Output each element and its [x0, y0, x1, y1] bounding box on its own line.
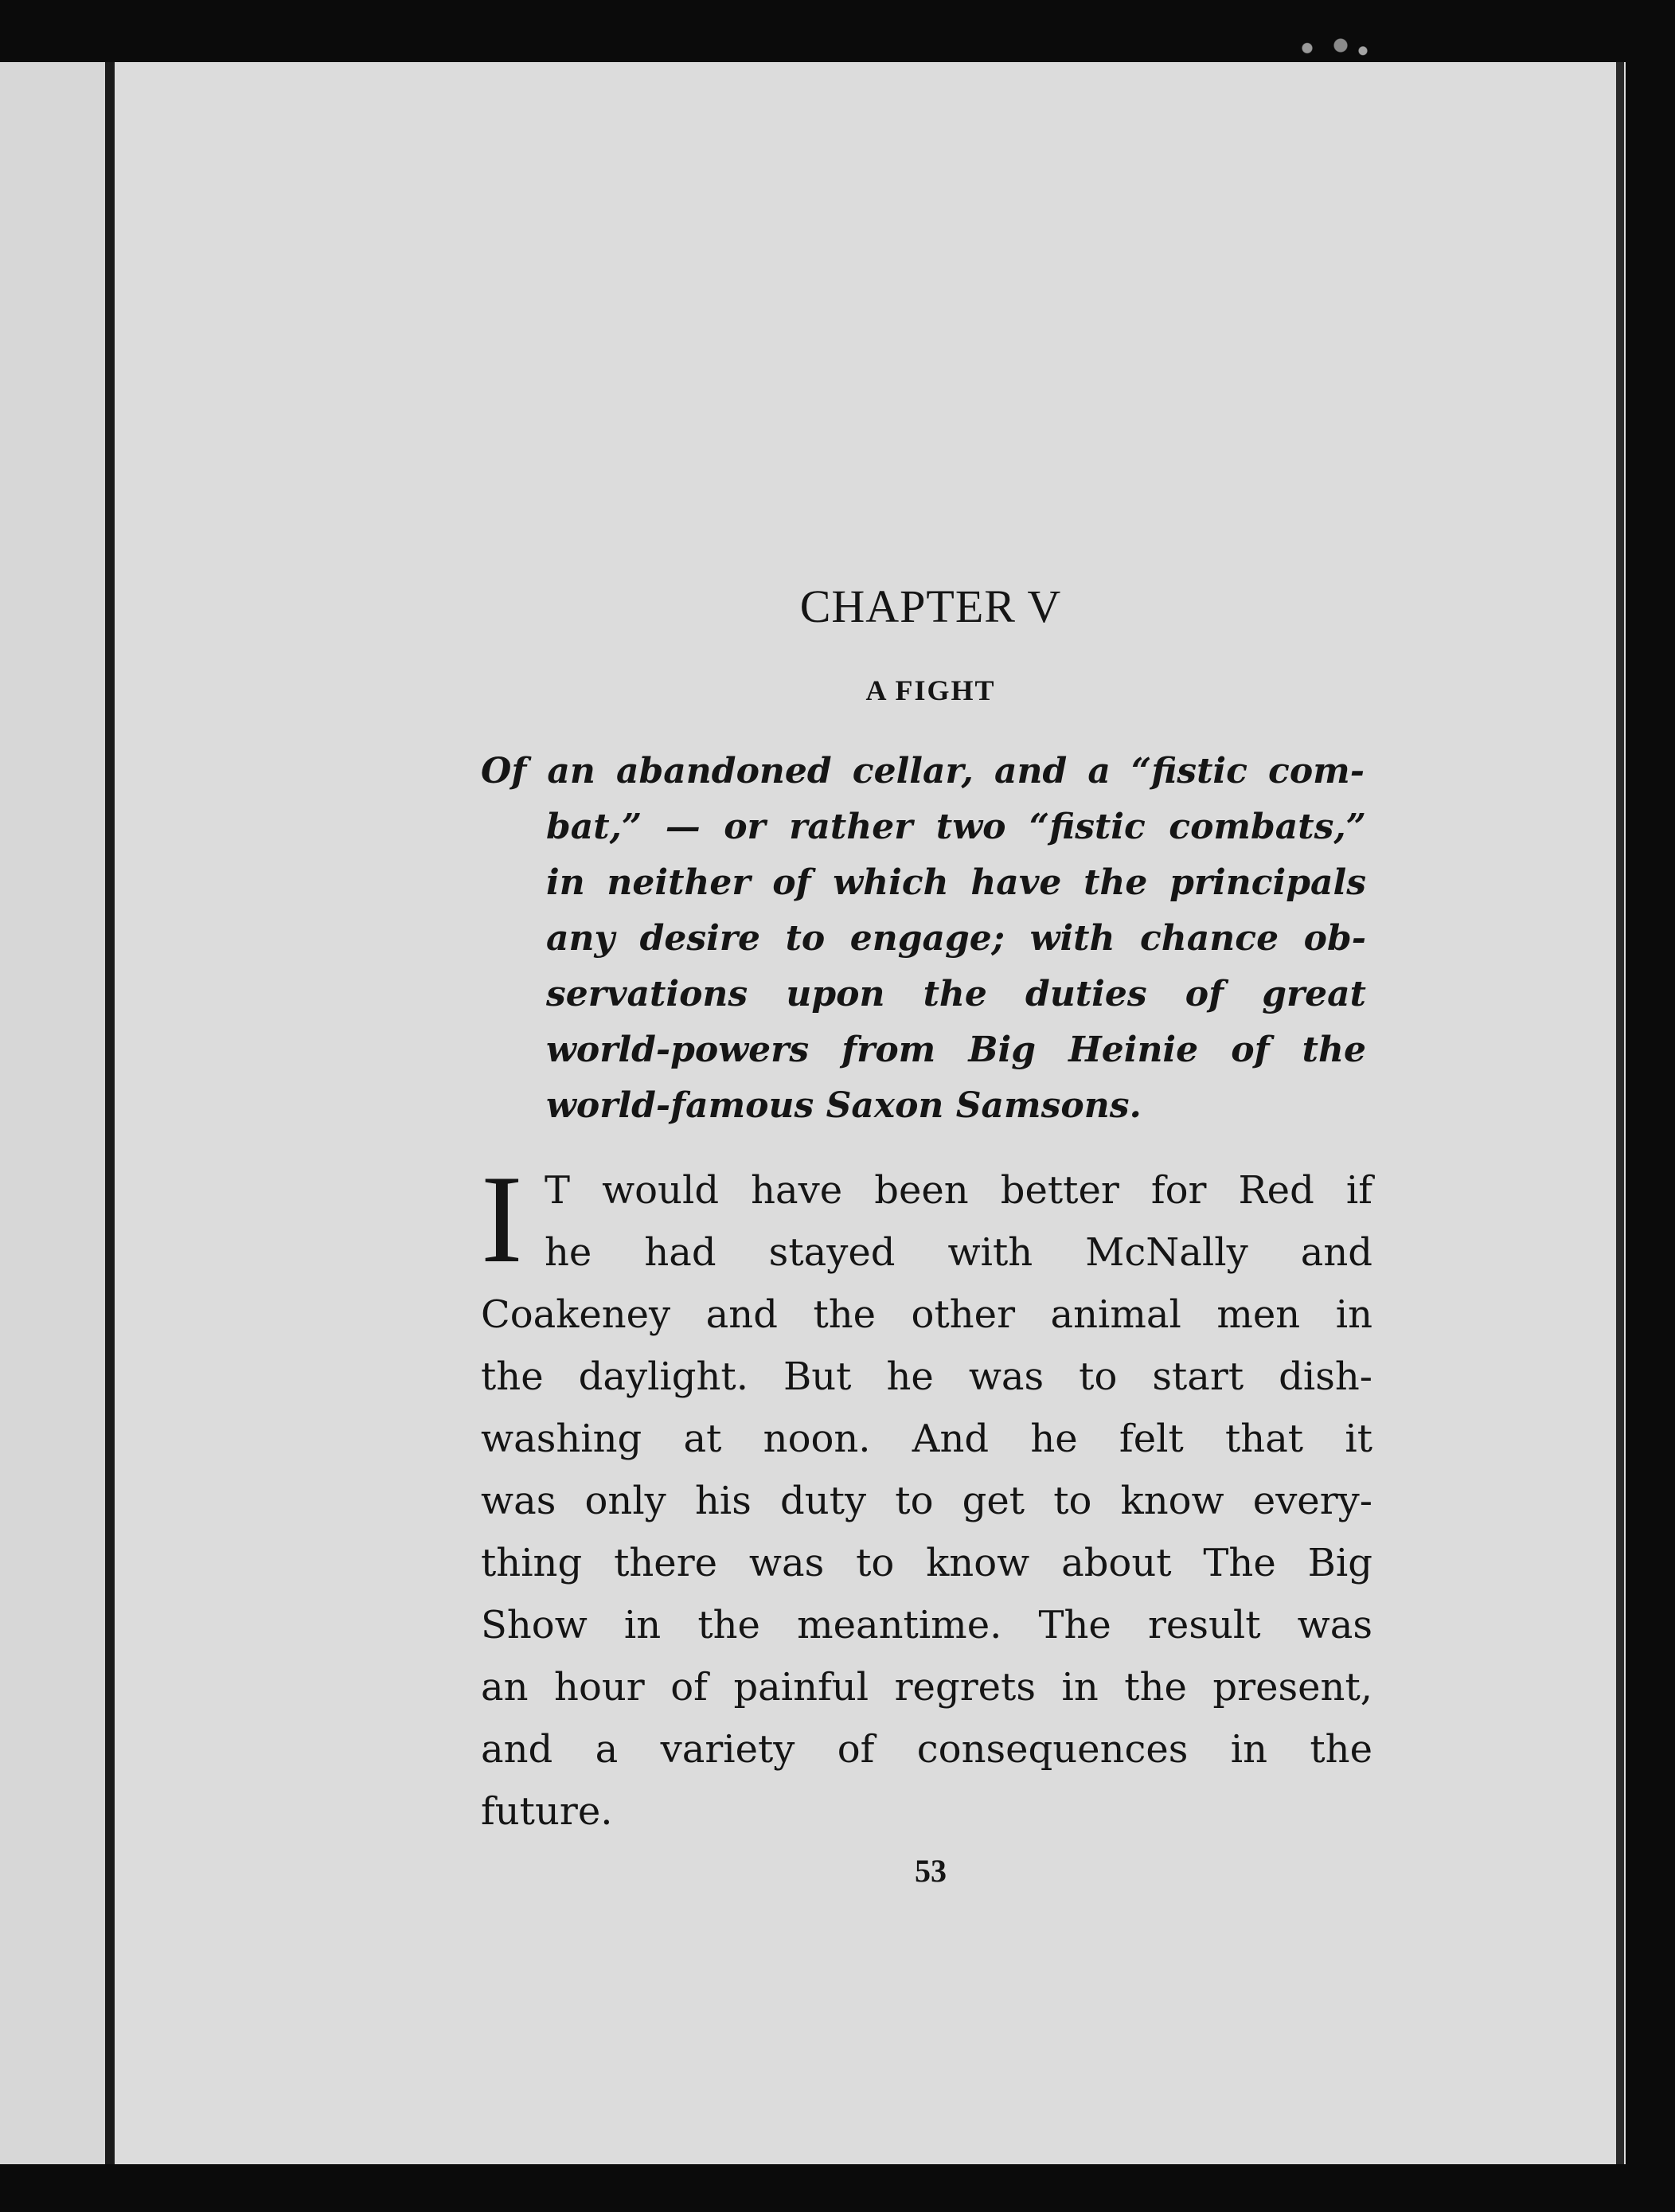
adjacent-page-edge: [0, 62, 105, 2164]
body-line: Coakeney and the other animal men in: [481, 1292, 1372, 1337]
drop-cap: I: [481, 1150, 523, 1289]
synopsis-line: Of an abandoned cellar, and a “fistic com-: [481, 751, 1365, 791]
synopsis-line: servations upon the duties of great: [546, 974, 1366, 1014]
scan-speckle: [1274, 32, 1385, 59]
body-line: T would have been better for Red if: [545, 1168, 1372, 1213]
body-line: was only his duty to get to know every-: [481, 1479, 1372, 1523]
book-page: [110, 62, 1626, 2164]
synopsis-line: bat,” — or rather two “fistic combats,”: [546, 807, 1366, 847]
chapter-subtitle: A FIGHT: [865, 674, 996, 706]
page-number: 53: [915, 1853, 947, 1889]
body-line: washing at noon. And he felt that it: [481, 1417, 1372, 1461]
body-line: Show in the meantime. The result was: [481, 1603, 1372, 1647]
synopsis-line: in neither of which have the principals: [546, 862, 1366, 903]
body-line: thing there was to know about The Big: [481, 1541, 1372, 1585]
body-line: the daylight. But he was to start dish-: [481, 1354, 1372, 1399]
body-line: he had stayed with McNally and: [545, 1230, 1372, 1275]
synopsis-line: world-famous Saxon Samsons.: [546, 1085, 1142, 1126]
body-line: and a variety of consequences in the: [481, 1727, 1372, 1772]
page-edge-shadow: [1616, 62, 1624, 2164]
body-paragraph: [481, 1150, 1372, 1843]
chapter-synopsis: [481, 744, 1365, 1134]
synopsis-line: any desire to engage; with chance ob-: [546, 918, 1366, 959]
body-line: an hour of painful regrets in the present,: [481, 1665, 1372, 1710]
chapter-title: CHAPTER V: [799, 580, 1062, 632]
body-line: future.: [481, 1789, 613, 1834]
synopsis-line: world-powers from Big Heinie of the: [546, 1030, 1366, 1070]
